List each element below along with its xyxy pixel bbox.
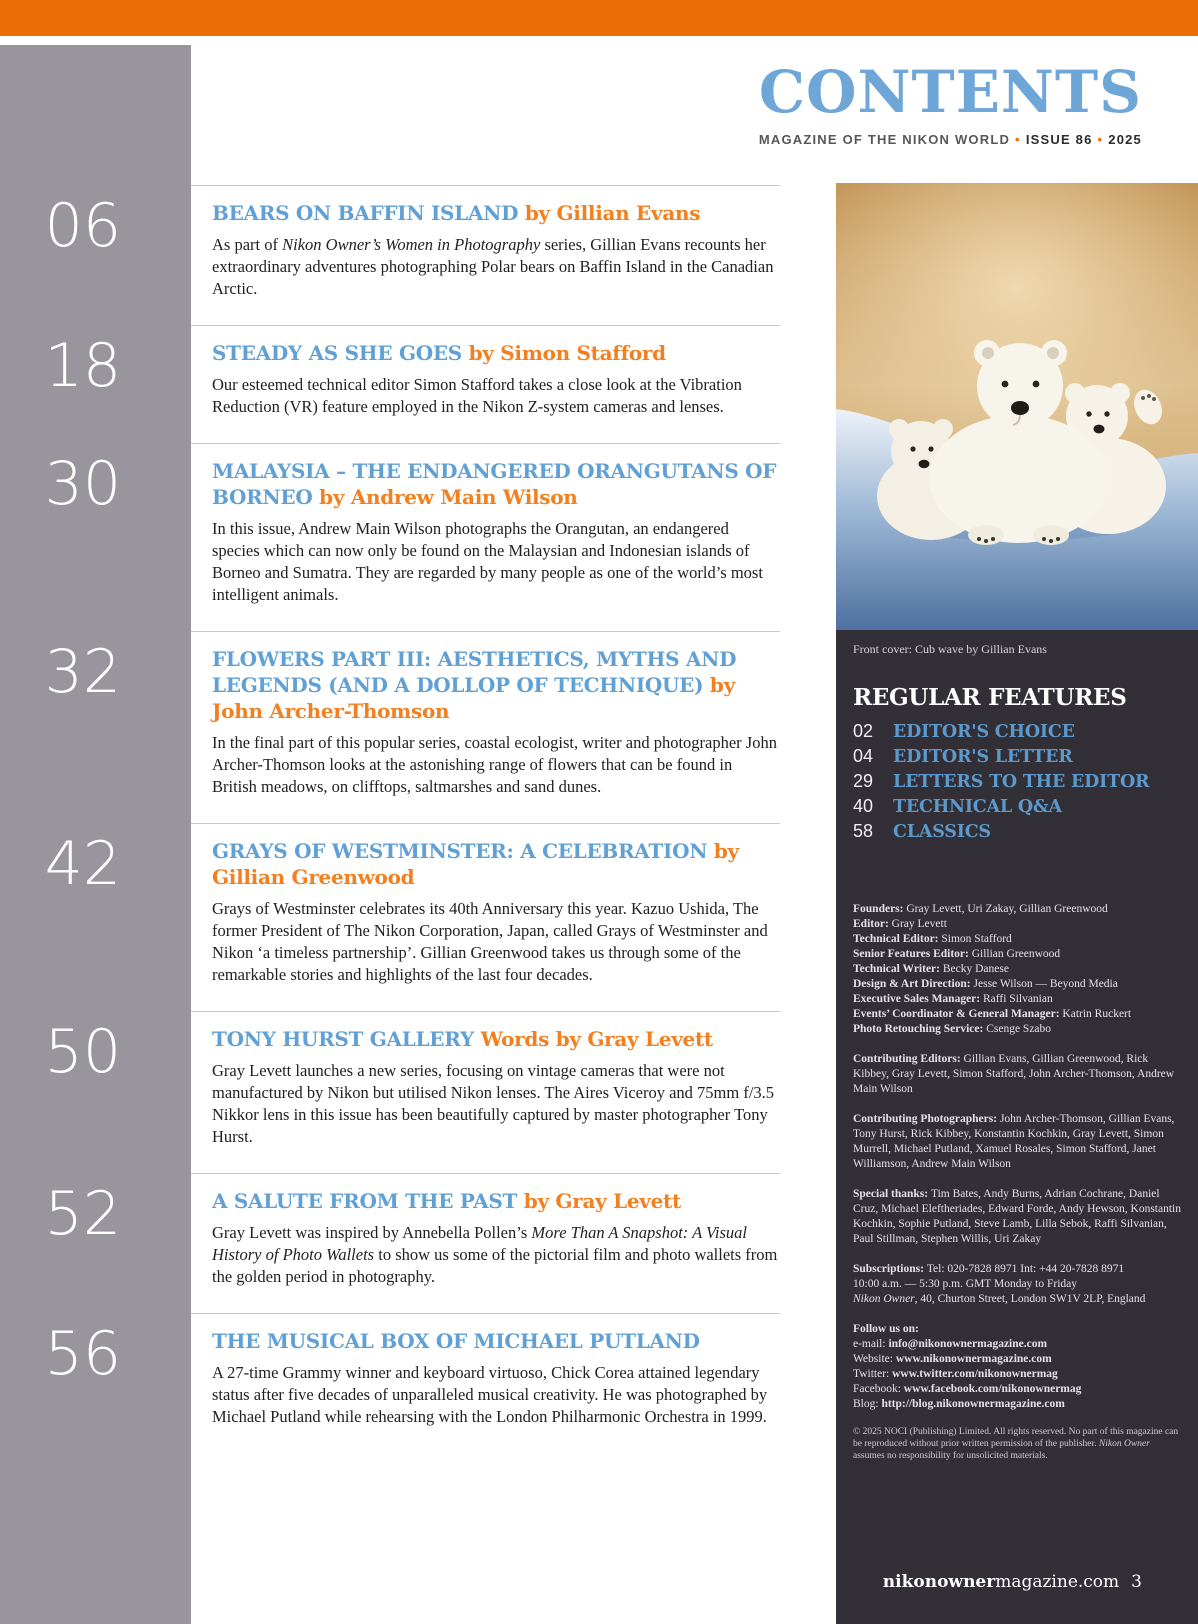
feature-page-number: 58	[853, 821, 874, 841]
text-segment: Tel: 020-7828 8971 Int: +44 20-7828 8971	[926, 1263, 1125, 1275]
text-segment: Our esteemed technical editor Simon Stafford takes a close look at the Vibration Reduction (VR) feature employed in the Nikon Z-system cameras and lenses.	[212, 375, 742, 416]
text-segment: Jesse Wilson — Beyond Media	[973, 978, 1118, 990]
article-page-number: 18	[44, 331, 121, 401]
text-segment: © 2025 NOCI (Publishing) Limited. All rights reserved. No part of this magazine can be reproduced without prior written permission of the publisher.	[853, 1427, 1179, 1449]
text-segment: assumes no responsibility for unsolicited materials.	[853, 1451, 1048, 1461]
top-accent-bar	[0, 0, 1198, 36]
feature-row[interactable]	[853, 771, 1181, 796]
article-summary	[212, 1222, 780, 1288]
credit-line	[853, 917, 1181, 932]
article-summary	[212, 234, 780, 300]
credit-line	[853, 1352, 1181, 1367]
credit-line	[853, 962, 1181, 977]
text-segment: Website:	[853, 1353, 896, 1365]
feature-label: CLASSICS	[893, 822, 991, 842]
magazine-tagline	[754, 132, 1142, 147]
article-title[interactable]	[212, 1188, 780, 1214]
page-title: CONTENTS	[758, 58, 1142, 126]
text-segment: series, Gillian Evans recounts her extraordinary adventures photographing Polar bears on Baffin Island in the Canadian Arctic.	[212, 235, 774, 298]
article-title[interactable]	[212, 838, 780, 890]
footer-site-and-page	[883, 1572, 1142, 1592]
credit-block	[853, 1322, 1181, 1412]
credit-line	[853, 977, 1181, 992]
text-segment: Nikon Owner	[853, 1293, 915, 1305]
article-row	[44, 823, 780, 1011]
text-segment: Gray Levett, Uri Zakay, Gillian Greenwood	[906, 903, 1108, 915]
credit-line	[853, 1382, 1181, 1397]
credit-line	[853, 1322, 1181, 1337]
credit-line	[853, 902, 1181, 917]
credit-line	[853, 1007, 1181, 1022]
article-title[interactable]	[212, 646, 780, 724]
feature-row[interactable]	[853, 721, 1181, 746]
article-title[interactable]	[212, 200, 780, 226]
article-byline: by John Archer-Thomson	[212, 673, 735, 723]
credit-block	[853, 1187, 1181, 1247]
text-segment: Raffi Silvanian	[983, 993, 1053, 1005]
credit-line	[853, 1112, 1181, 1172]
credit-line	[853, 1426, 1181, 1462]
article-list	[44, 185, 780, 1453]
footer-site-bold: nikonowner	[882, 1572, 996, 1592]
article-title-text: STEADY AS SHE GOES	[212, 341, 469, 365]
text-segment: Twitter:	[853, 1368, 893, 1380]
text-segment: Gray Levett	[891, 918, 947, 930]
credit-line	[853, 1367, 1181, 1382]
article-title[interactable]	[212, 1026, 780, 1052]
credit-line	[853, 1052, 1181, 1097]
credit-line	[853, 1337, 1181, 1352]
article-page-number: 32	[44, 637, 121, 707]
text-segment: As part of	[212, 235, 283, 254]
footer-page-number: 3	[1131, 1572, 1142, 1592]
tagline-segment: MAGAZINE OF THE NIKON WORLD	[758, 131, 1011, 147]
footer-site-rest: magazine.com	[995, 1572, 1120, 1592]
article-row	[44, 185, 780, 325]
cover-photo-polar-bears	[836, 183, 1198, 630]
article-row	[44, 1313, 780, 1453]
text-segment: Gillian Greenwood	[971, 948, 1061, 960]
credit-line	[853, 1022, 1181, 1037]
feature-row[interactable]	[853, 821, 1181, 846]
article-row	[44, 1173, 780, 1313]
right-sidebar-panel	[836, 183, 1198, 1624]
feature-row[interactable]	[853, 746, 1181, 771]
text-segment: Subscriptions:	[853, 1263, 927, 1275]
cover-caption: Front cover: Cub wave by Gillian Evans	[853, 642, 1047, 656]
article-page-number: 56	[44, 1319, 121, 1389]
text-segment: In the final part of this popular series, coastal ecologist, writer and photographer John Archer-Thomson looks at the astonishing range of flowers that can be found in British meadows, on clifftops, saltmarshes and sand dunes.	[212, 733, 777, 796]
tagline-segment: ISSUE 86	[1025, 131, 1093, 147]
text-segment: Executive Sales Manager:	[853, 993, 983, 1005]
credit-line	[853, 992, 1181, 1007]
text-segment: Founders:	[853, 903, 907, 915]
text-segment: Senior Features Editor:	[853, 948, 972, 960]
credit-line	[853, 1292, 1181, 1307]
text-segment: Contributing Photographers:	[853, 1113, 1000, 1125]
credit-line	[853, 1262, 1181, 1277]
contents-header	[754, 58, 1142, 147]
article-row	[44, 631, 780, 823]
text-segment: e-mail:	[853, 1338, 889, 1350]
text-segment: Gray Levett was inspired by Annebella Pollen’s	[212, 1223, 532, 1242]
text-segment: Katrin Ruckert	[1062, 1008, 1132, 1020]
text-segment: Gray Levett launches a new series, focusing on vintage cameras that were not manufactured by Nikon but utilised Nikon lenses. The Aires Viceroy and 75mm f/3.5 Nikkor lens in this issue has been beautifully captured by master photographer Tony Hurst.	[212, 1061, 775, 1146]
feature-page-number: 04	[853, 746, 874, 766]
text-segment: Follow us on:	[853, 1323, 919, 1335]
text-segment: Nikon Owner’s Women in Photography	[282, 235, 541, 254]
copyright-notice	[853, 1426, 1181, 1462]
article-byline: Words by Gray Levett	[480, 1027, 713, 1051]
regular-features-list	[853, 721, 1181, 846]
article-byline: by Gillian Evans	[524, 201, 701, 225]
text-segment: A 27-time Grammy winner and keyboard virtuoso, Chick Corea attained legendary status after five decades of unparalleled musical creativity. He was photographed by Michael Putland while rehearsing with the London Philharmonic Orchestra in 1999.	[212, 1363, 768, 1426]
article-summary	[212, 898, 780, 986]
text-segment: More Than A Snapshot: A Visual History of Photo Wallets	[212, 1223, 747, 1264]
text-segment: Technical Editor:	[853, 933, 942, 945]
tagline-segment: •	[1097, 131, 1104, 147]
article-title-text: BEARS ON BAFFIN ISLAND	[212, 201, 525, 225]
article-byline: by Gray Levett	[523, 1189, 681, 1213]
tagline-segment: 2025	[1108, 131, 1142, 147]
credit-line	[853, 1277, 1181, 1292]
text-segment: Design & Art Direction:	[853, 978, 974, 990]
text-segment: Facebook:	[853, 1383, 904, 1395]
regular-features-heading: REGULAR FEATURES	[853, 684, 1127, 711]
article-title-text: A SALUTE FROM THE PAST	[212, 1189, 524, 1213]
masthead-credits	[853, 902, 1181, 1462]
article-title-text: MALAYSIA – THE ENDANGERED ORANGUTANS OF BORNEO	[212, 459, 777, 509]
article-byline: by Andrew Main Wilson	[319, 485, 578, 509]
article-summary	[212, 1362, 780, 1428]
contact-link[interactable]: http://blog.nikonownermagazine.com	[881, 1398, 1065, 1410]
contact-link[interactable]: www.facebook.com/nikonownermag	[903, 1383, 1082, 1395]
text-segment: Photo Retouching Service:	[853, 1023, 987, 1035]
article-title[interactable]	[212, 340, 780, 366]
tagline-segment: •	[1015, 131, 1021, 147]
text-segment: Special thanks:	[853, 1188, 931, 1200]
article-summary	[212, 732, 780, 798]
credit-line	[853, 947, 1181, 962]
text-segment: Blog:	[853, 1398, 882, 1410]
article-summary	[212, 374, 780, 418]
credit-block	[853, 902, 1181, 1037]
text-segment: , 40, Churton Street, London SW1V 2LP, England	[914, 1293, 1146, 1305]
text-segment: Editor:	[853, 918, 892, 930]
feature-row[interactable]	[853, 796, 1181, 821]
article-title-text: FLOWERS PART III: AESTHETICS, MYTHS AND LEGENDS (AND A DOLLOP OF TECHNIQUE)	[212, 647, 737, 697]
article-page-number: 30	[44, 449, 121, 519]
text-segment: In this issue, Andrew Main Wilson photographs the Orangutan, an endangered species which can now only be found on the Malaysian and Indonesian islands of Borneo and Sumatra. They are regarded by many people as one of the world’s most intelligent animals.	[212, 519, 763, 604]
text-segment: Csenge Szabo	[986, 1023, 1052, 1035]
contact-link[interactable]: www.nikonownermagazine.com	[895, 1353, 1052, 1365]
credit-line	[853, 1187, 1181, 1247]
feature-page-number: 02	[853, 721, 874, 741]
text-segment: Technical Writer:	[853, 963, 943, 975]
article-row	[44, 1011, 780, 1173]
text-segment: Gillian Evans, Gillian Greenwood, Rick Kibbey, Gray Levett, Simon Stafford, John Archer-Thomson, Andrew Main Wilson	[853, 1053, 1175, 1095]
article-byline: by Simon Stafford	[468, 341, 666, 365]
feature-page-number: 40	[853, 796, 874, 816]
feature-page-number: 29	[853, 771, 874, 791]
article-title-text: TONY HURST GALLERY	[212, 1027, 481, 1051]
credit-block	[853, 1052, 1181, 1097]
contact-link[interactable]: www.twitter.com/nikonownermag	[892, 1368, 1058, 1380]
article-page-number: 50	[44, 1017, 121, 1087]
article-title-text: GRAYS OF WESTMINSTER: A CELEBRATION	[212, 839, 714, 863]
text-segment: John Archer-Thomson, Gillian Evans, Tony Hurst, Rick Kibbey, Konstantin Kochkin, Gray Levett, Simon Murrell, Michael Putland, Xamuel Rosales, Simon Stafford, Janet Williamson, Andrew Main Wilson	[853, 1113, 1175, 1170]
text-segment: to show us some of the pictorial film and photo wallets from the golden period in photography.	[212, 1245, 778, 1286]
text-segment: Becky Danese	[942, 963, 1009, 975]
text-segment: 10:00 a.m. — 5:30 p.m. GMT Monday to Friday	[853, 1278, 1078, 1290]
article-title[interactable]	[212, 458, 780, 510]
text-segment: Simon Stafford	[941, 933, 1012, 945]
article-title-text: THE MUSICAL BOX OF MICHAEL PUTLAND	[212, 1329, 700, 1353]
article-summary	[212, 1060, 780, 1148]
text-segment: Contributing Editors:	[853, 1053, 964, 1065]
article-title[interactable]	[212, 1328, 780, 1354]
credit-block	[853, 1112, 1181, 1172]
text-segment: Events’ Coordinator & General Manager:	[853, 1008, 1063, 1020]
credit-line	[853, 1397, 1181, 1412]
credit-block	[853, 1262, 1181, 1307]
text-segment: Tim Bates, Andy Burns, Adrian Cochrane, Daniel Cruz, Michael Eleftheriades, Edward Forde, Andy Hewson, Konstantin Kochkin, Sophie Putland, Steve Lamb, Lilla Sebok, Raffi Silvanian, Paul Stillman, Stephen Willis, Uri Zakay	[853, 1188, 1181, 1245]
article-page-number: 06	[44, 191, 121, 261]
article-row	[44, 325, 780, 443]
text-segment: Grays of Westminster celebrates its 40th Anniversary this year. Kazuo Ushida, The former President of The Nikon Corporation, Japan, called Grays of Westminster and Nikon ‘a timeless partnership’. Gillian Greenwood takes us through some of the remarkable stories and highlights of the last four decades.	[212, 899, 768, 984]
article-row	[44, 443, 780, 631]
article-page-number: 42	[44, 829, 121, 899]
feature-label: EDITOR'S CHOICE	[893, 722, 1075, 742]
article-summary	[212, 518, 780, 606]
feature-label: EDITOR'S LETTER	[893, 747, 1073, 767]
text-segment: Nikon Owner	[1098, 1439, 1150, 1449]
feature-label: LETTERS TO THE EDITOR	[893, 772, 1150, 792]
article-byline: by Gillian Greenwood	[212, 839, 739, 889]
credit-line	[853, 932, 1181, 947]
contact-link[interactable]: info@nikonownermagazine.com	[888, 1338, 1048, 1350]
feature-label: TECHNICAL Q&A	[893, 797, 1062, 817]
article-page-number: 52	[44, 1179, 121, 1249]
